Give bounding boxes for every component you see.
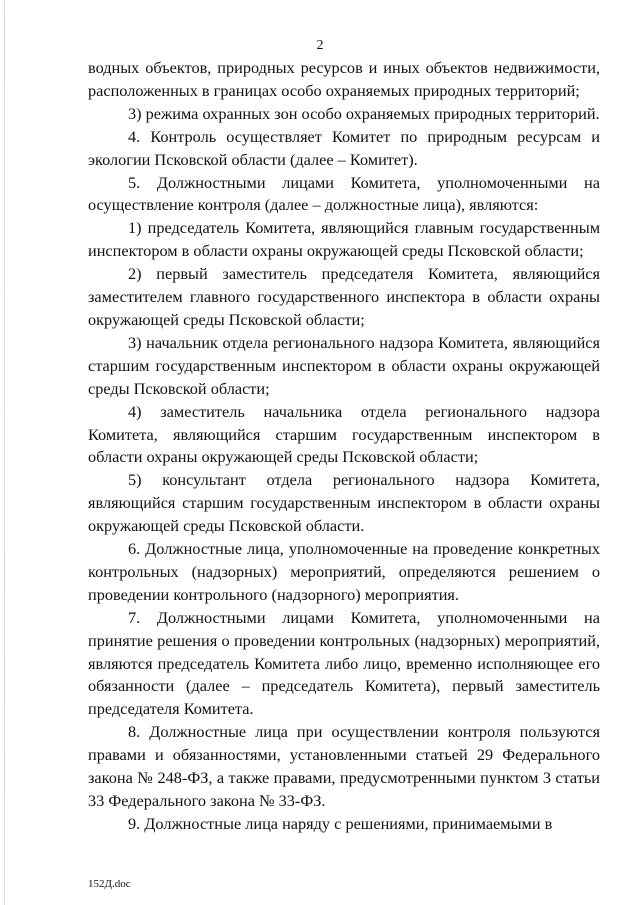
paragraph-clause-5-item-4: 4) заместитель начальника отдела регионального надзора Комитета, являющийся старшим государственным инспектором в области охраны окружающей среды Псковской области; <box>88 401 600 467</box>
paragraph-clause-9: 9. Должностные лица наряду с решениями, принимаемыми в <box>128 813 553 833</box>
paragraph-continuation: водных объектов, природных ресурсов и иных объектов недвижимости, расположенных в границах особо охраняемых природных территорий; <box>88 58 600 100</box>
paragraph-clause-5-item-3: 3) начальник отдела регионального надзора Комитета, являющийся старшим государственным инспектором в области охраны окружающей среды Псковской области; <box>88 332 600 398</box>
document-body <box>88 57 600 836</box>
scan-edge-shadow <box>4 0 5 905</box>
paragraph-clause-8: 8. Должностные лица при осуществлении контроля пользуются правами и обязанностями, установленными статьей 29 Федерального закона № 248-ФЗ, а также правами, предусмотренными пунктом 3 статьи 33 Федерального закона № 33-ФЗ. <box>88 722 600 810</box>
paragraph-clause-5-item-5: 5) консультант отдела регионального надзора Комитета, являющийся старшим государственным инспектором в области охраны окружающей среды Псковской области. <box>88 470 600 536</box>
paragraph-clause-4: 4. Контроль осуществляет Комитет по природным ресурсам и экологии Псковской области (далее – Комитет). <box>88 126 600 169</box>
footer-filename: 152Д.doc <box>88 878 131 890</box>
paragraph-clause-6: 6. Должностные лица, уполномоченные на проведение конкретных контрольных (надзорных) мероприятий, определяются решением о проведении контрольного (надзорного) мероприятия. <box>88 539 600 604</box>
page-number: 2 <box>316 38 324 53</box>
paragraph-clause-5-item-1: 1) председатель Комитета, являющийся главным государственным инспектором в области охраны окружающей среды Псковской области; <box>88 218 600 261</box>
paragraph-item-3-regime: 3) режима охранных зон особо охраняемых природных территорий. <box>128 103 600 123</box>
paragraph-clause-7: 7. Должностными лицами Комитета, уполномоченными на принятие решения о проведении контрольных (надзорных) мероприятий, являются председатель Комитета либо лицо, временно исполняющее его обязанности (далее – председатель Комитета), первый заместитель председателя Комитета. <box>88 607 600 719</box>
paragraph-clause-5-item-2: 2) первый заместитель председателя Комитета, являющийся заместителем главного государственного инспектора в области охраны окружающей среды Псковской области; <box>88 264 600 329</box>
paragraph-clause-5: 5. Должностными лицами Комитета, уполномоченными на осуществление контроля (далее – должностные лица), являются: <box>88 172 600 215</box>
